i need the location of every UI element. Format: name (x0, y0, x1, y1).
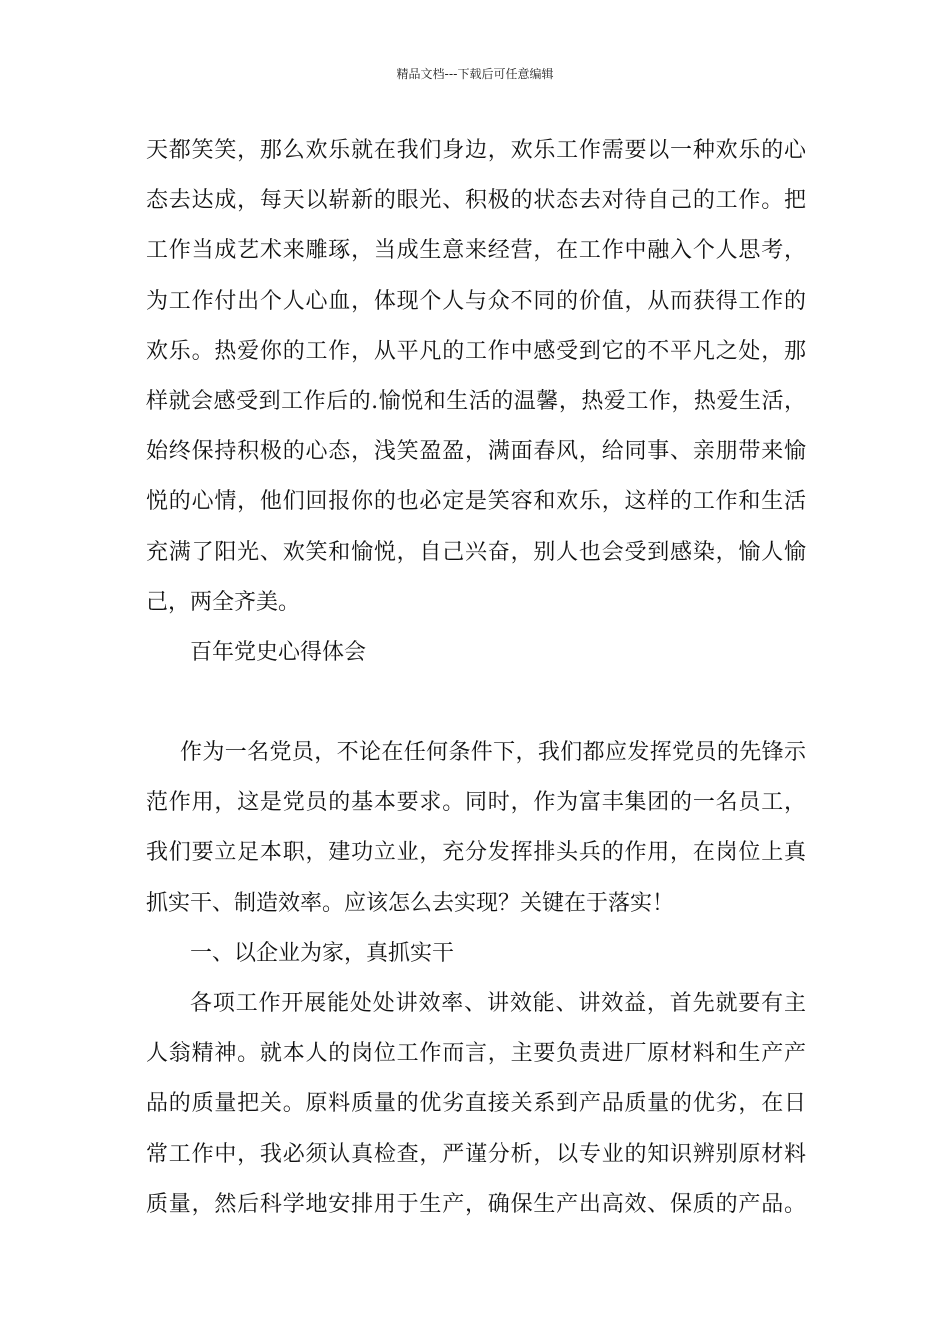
paragraph-1-line: 样就会感受到工作后的.愉悦和生活的温馨，热爱工作，热爱生活， (146, 388, 806, 414)
paragraph-1-line: 欢乐。热爱你的工作，从平凡的工作中感受到它的不平凡之处，那 (146, 338, 806, 364)
section-heading: 一、以企业为家，真抓实干 (190, 940, 455, 966)
paragraph-3-line: 常工作中，我必须认真检查，严谨分析，以专业的知识辨别原材料 (146, 1141, 806, 1167)
paragraph-1-line: 悦的心情，他们回报你的也必定是笑容和欢乐，这样的工作和生活 (146, 489, 806, 515)
blank-line (146, 678, 806, 728)
paragraph-1-line: 为工作付出个人心血，体现个人与众不同的价值，从而获得工作的 (146, 288, 806, 314)
article-title: 百年党史心得体会 (190, 639, 367, 665)
paragraph-3-line: 各项工作开展能处处讲效率、讲效能、讲效益，首先就要有主 (190, 991, 806, 1016)
paragraph-2-line: 范作用，这是党员的基本要求。同时，作为富丰集团的一名员工， (146, 790, 806, 816)
paragraph-2 (146, 728, 806, 929)
paragraph-1-line: 充满了阳光、欢笑和愉悦，自己兴奋，别人也会受到感染，愉人愉 (146, 539, 806, 565)
paragraph-3-line: 人翁精神。就本人的岗位工作而言，主要负责进厂原材料和生产产 (146, 1041, 806, 1067)
paragraph-1 (146, 126, 806, 628)
paragraph-2-line: 抓实干、制造效率。应该怎么去实现？关键在于落实！ (146, 890, 675, 916)
paragraph-1-line: 工作当成艺术来雕琢，当成生意来经营，在工作中融入个人思考， (146, 238, 806, 264)
paragraph-2-line: 作为一名党员，不论在任何条件下，我们都应发挥党员的先锋示 (180, 740, 806, 766)
page-header: 精品文档---下载后可任意编辑 (396, 67, 554, 81)
paragraph-3-line: 品的质量把关。原料质量的优劣直接关系到产品质量的优劣，在日 (146, 1091, 806, 1117)
paragraph-3-line: 质量，然后科学地安排用于生产，确保生产出高效、保质的产品。 (146, 1191, 806, 1217)
document-body (146, 126, 806, 1230)
paragraph-3 (146, 979, 806, 1230)
paragraph-1-line: 天都笑笑，那么欢乐就在我们身边，欢乐工作需要以一种欢乐的心 (146, 138, 806, 163)
paragraph-1-line: 己，两全齐美。 (146, 589, 301, 615)
paragraph-1-line: 始终保持积极的心态，浅笑盈盈，满面春风，给同事、亲朋带来愉 (146, 439, 806, 465)
paragraph-2-line: 我们要立足本职，建功立业，充分发挥排头兵的作用，在岗位上真 (146, 840, 806, 866)
paragraph-1-line: 态去达成，每天以崭新的眼光、积极的状态去对待自己的工作。把 (146, 188, 806, 214)
